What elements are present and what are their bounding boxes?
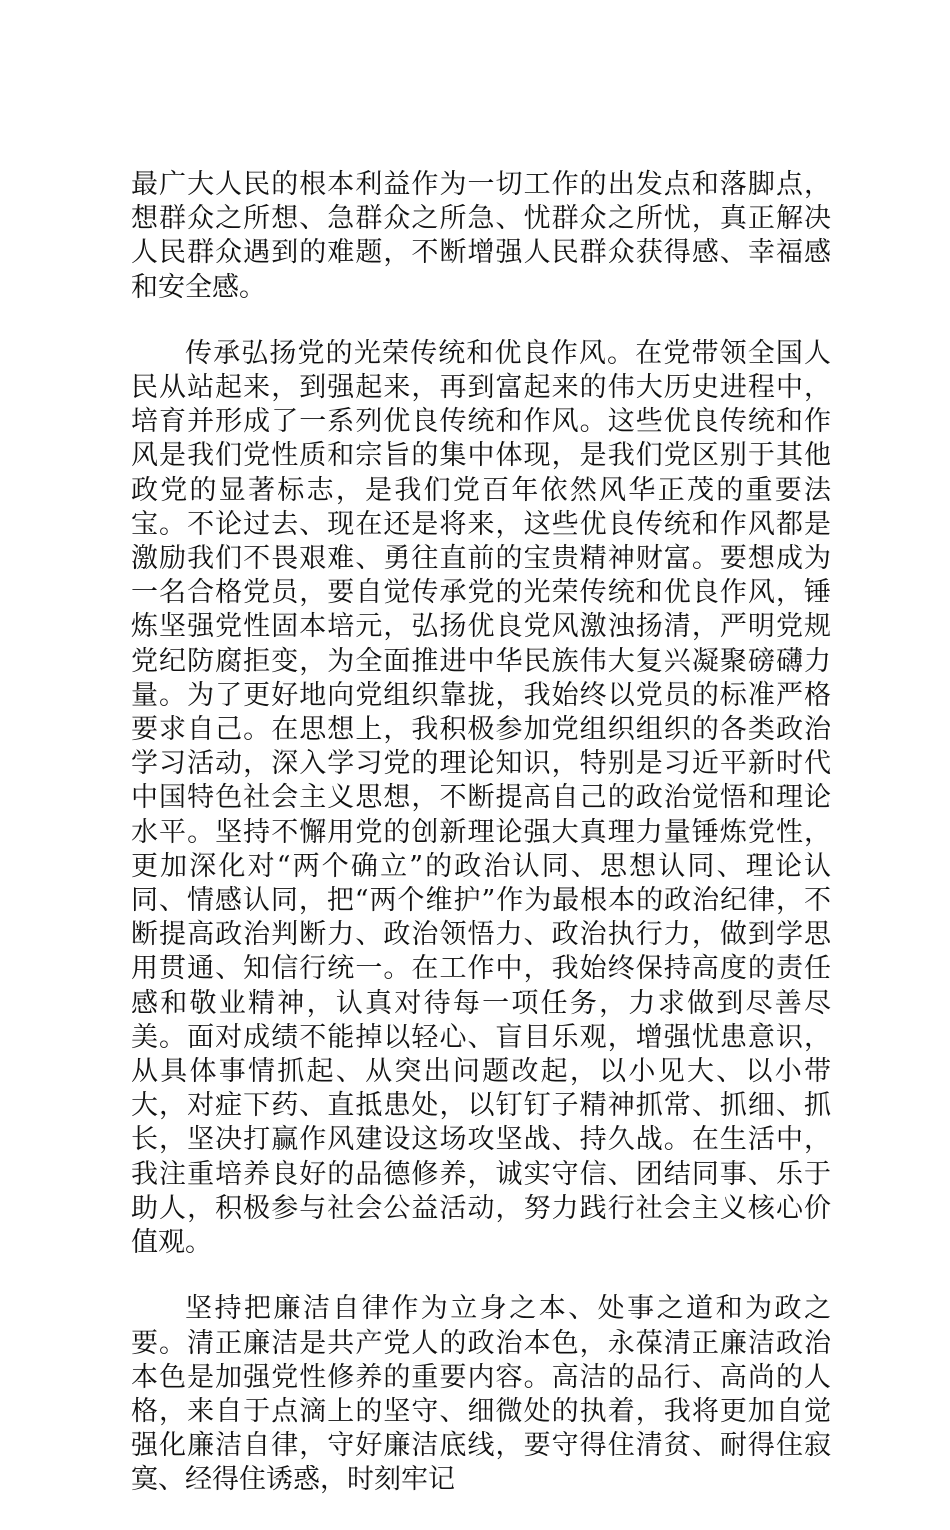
paragraph-3: 坚持把廉洁自律作为立身之本、处事之道和为政之要。清正廉洁是共产党人的政治本色，永葆清正廉洁政治本色是加强党性修养的重要内容。高洁的品行、高尚的人格，来自于点滴上的坚守、细微处的执着，我将更加自觉强化廉洁自律，守好廉洁底线，要守得住清贫、耐得住寂寞、经得住诱惑，时刻牢记 bbox=[131, 1293, 831, 1496]
paragraph-2: 传承弘扬党的光荣传统和优良作风。在党带领全国人民从站起来，到强起来，再到富起来的伟大历史进程中，培育并形成了一系列优良传统和作风。这些优良传统和作风是我们党性质和宗旨的集中体现，是我们党区别于其他政党的显著标志，是我们党百年依然风华正茂的重要法宝。不论过去、现在还是将来，这些优良传统和作风都是激励我们不畏艰难、勇往直前的宝贵精神财富。要想成为一名合格党员，要自觉传承党的光荣传统和优良作风，锤炼坚强党性固本培元，弘扬优良党风激浊扬清，严明党规党纪防腐拒变，为全面推进中华民族伟大复兴凝聚磅礴力量。为了更好地向党组织靠拢，我始终以党员的标准严格要求自己。在思想上，我积极参加党组织组织的各类政治学习活动，深入学习党的理论知识，特别是习近平新时代中国特色社会主义思想，不断提高自己的政治觉悟和理论水平。坚持不懈用党的创新理论强大真理力量锤炼党性，更加深化对“两个确立”的政治认同、思想认同、理论认同、情感认同，把“两个维护”作为最根本的政治纪律，不断提高政治判断力、政治领悟力、政治执行力，做到学思用贯通、知信行统一。在工作中，我始终保持高度的责任感和敬业精神，认真对待每一项任务，力求做到尽善尽美。面对成绩不能掉以轻心、盲目乐观，增强忧患意识，从具体事情抓起、从突出问题改起，以小见大、以小带大，对症下药、直抵患处，以钉钉子精神抓常、抓细、抓长，坚决打赢作风建设这场攻坚战、持久战。在生活中，我注重培养良好的品德修养，诚实守信、团结同事、乐于助人，积极参与社会公益活动，努力践行社会主义核心价值观。 bbox=[131, 337, 831, 1259]
document-body bbox=[131, 168, 831, 1530]
paragraph-1: 最广大人民的根本利益作为一切工作的出发点和落脚点，想群众之所想、急群众之所急、忧群众之所忧，真正解决人民群众遇到的难题，不断增强人民群众获得感、幸福感和安全感。 bbox=[131, 169, 831, 303]
